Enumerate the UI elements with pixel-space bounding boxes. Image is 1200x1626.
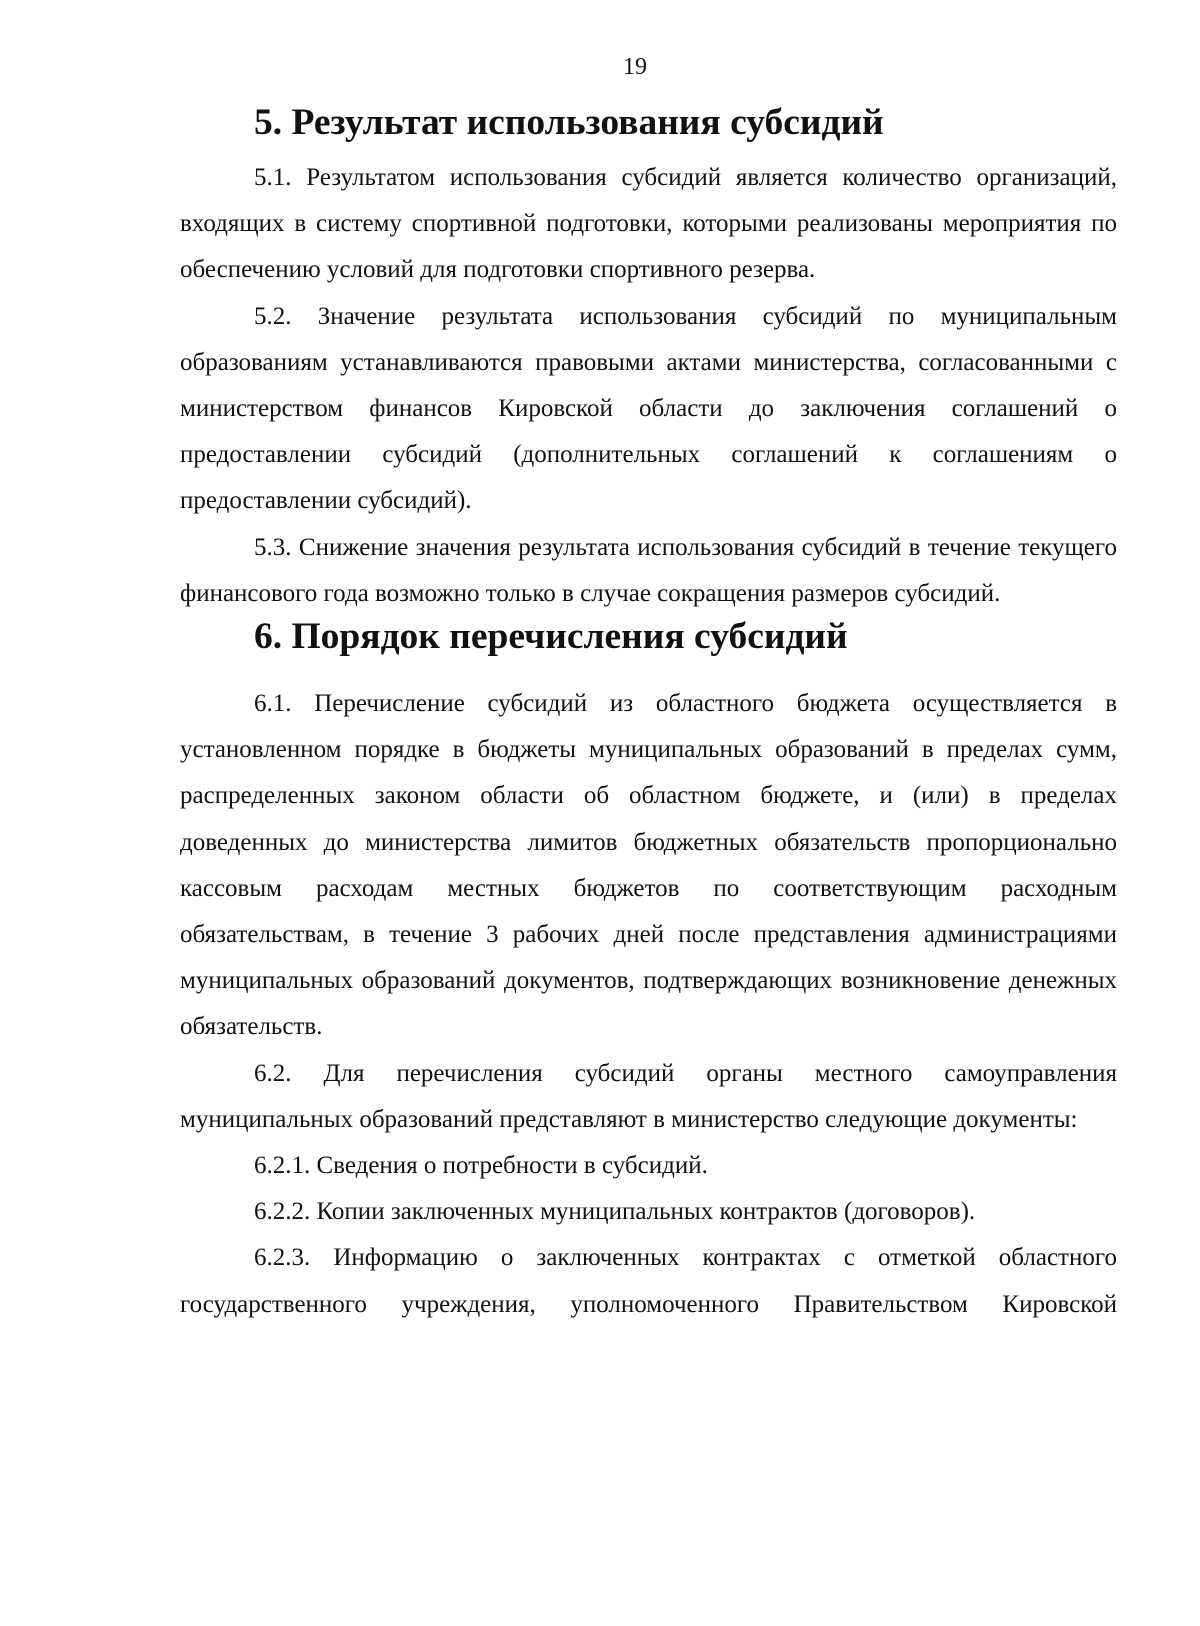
paragraph-5-3: 5.3. Снижение значения результата использования субсидий в течение текущего финансового года возможно только в случае сокращения размеров субсидий. xyxy=(180,533,1117,607)
paragraph-6-2-1: 6.2.1. Сведения о потребности в субсидий. xyxy=(254,1152,708,1180)
paragraph-6-2-3-line-1: 6.2.3. Информацию о заключенных контрактах с отметкой областного xyxy=(254,1244,1117,1272)
paragraph-6-2-2: 6.2.2. Копии заключенных муниципальных контрактов (договоров). xyxy=(254,1198,976,1226)
paragraph-5-1: 5.1. Результатом использования субсидий является количество организаций, входящих в систему спортивной подготовки, которыми реализованы мероприятия по обеспечению условий для подготовки спортивного резерва. xyxy=(180,164,1117,284)
paragraph-6-2: 6.2. Для перечисления субсидий органы местного самоуправления муниципальных образований представляют в министерство следующие документы: xyxy=(180,1059,1117,1133)
paragraph-5-2: 5.2. Значение результата использования субсидий по муниципальным образованиям устанавливаются правовыми актами министерства, согласованными с министерством финансов Кировской области до заключения соглашений о предоставлении субсидий (дополнительных соглашений к соглашениям о предоставлении субсидий). xyxy=(180,302,1117,515)
paragraph-6-1: 6.1. Перечисление субсидий из областного бюджета осуществляется в установленном порядке в бюджеты муниципальных образований в пределах сумм, распределенных законом области об областном бюджете, и (или) в пределах доведенных до министерства лимитов бюджетных обязательств пропорционально кассовым расходам местных бюджетов по соответствующим расходным обязательствам, в течение 3 рабочих дней после представления администрациями муниципальных образований документов, подтверждающих возникновение денежных обязательств. xyxy=(180,690,1117,1041)
paragraph-6-2-3 xyxy=(180,1235,1117,1327)
section-5-heading: 5. Результат использования субсидий xyxy=(254,102,884,143)
section-6-heading: 6. Порядок перечисления субсидий xyxy=(254,616,848,658)
page-number: 19 xyxy=(623,54,647,80)
document-body xyxy=(180,103,1117,1328)
paragraph-6-2-3-line-2: государственного учреждения, уполномоченного Правительством Кировской xyxy=(180,1290,1117,1318)
